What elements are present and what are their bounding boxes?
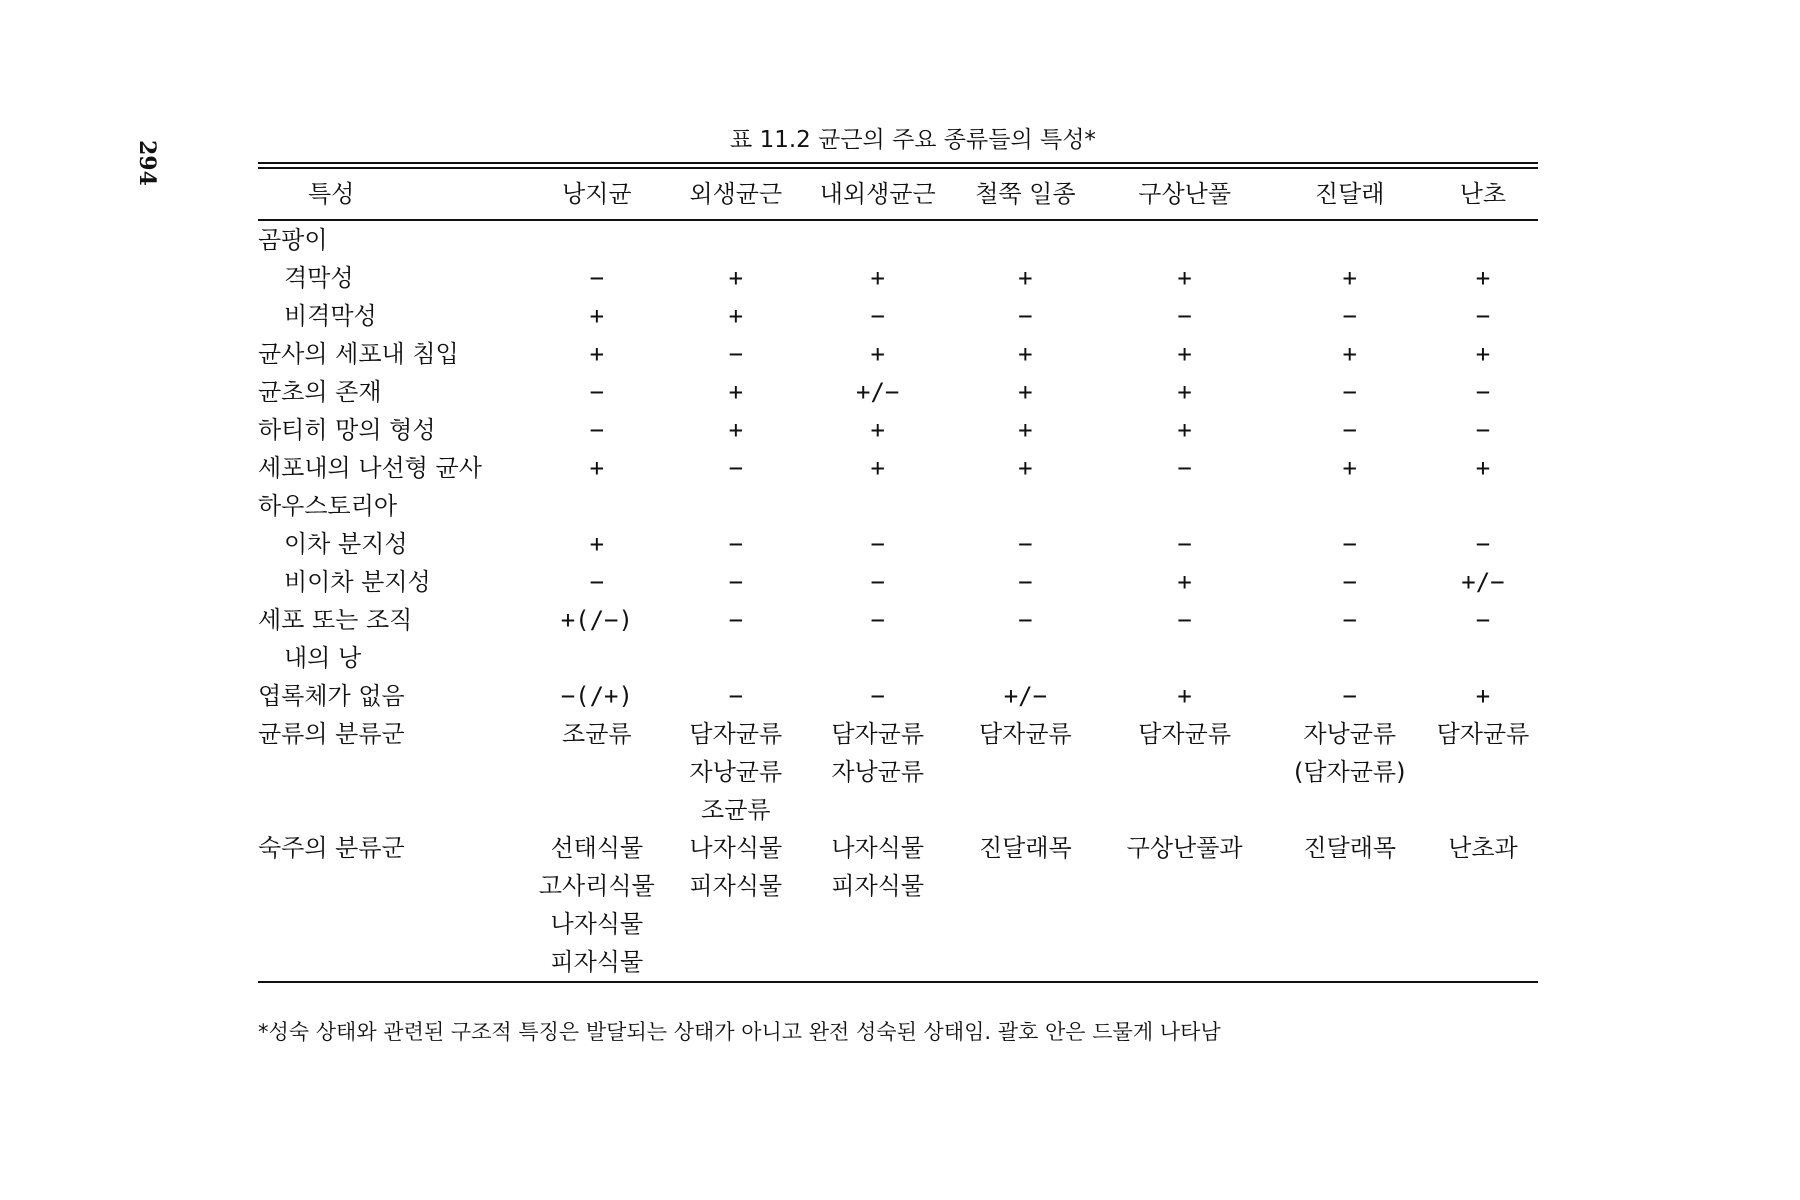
table-cell <box>524 639 669 677</box>
table-cell <box>524 220 669 259</box>
table-cell: + <box>870 264 885 292</box>
table-cell <box>1272 639 1428 677</box>
table-cell: + <box>1177 264 1192 292</box>
table-row <box>258 525 1538 563</box>
table-cell: − <box>728 682 744 710</box>
cell-line: 나자식물 <box>689 834 783 862</box>
table-cell <box>1428 829 1538 981</box>
cell-line: 자낭균류 <box>831 758 925 786</box>
table-cell: − <box>728 454 744 482</box>
table-cell: − <box>589 378 605 406</box>
cell-line: 난초과 <box>1448 834 1518 862</box>
table-cell: + <box>1177 568 1192 596</box>
table-row <box>258 449 1538 487</box>
table-cell: + <box>1475 340 1491 368</box>
table-cell: − <box>1342 568 1357 596</box>
table-cell: − <box>1475 416 1491 444</box>
row-label: 하우스토리아 <box>258 492 398 520</box>
mycorrhiza-table <box>258 169 1538 981</box>
table-cell: − <box>1177 530 1192 558</box>
row-label: 숙주의 분류군 <box>258 834 405 862</box>
table-cell: + <box>870 340 885 368</box>
table-cell: + <box>1342 454 1357 482</box>
row-label: 내의 낭 <box>284 644 362 672</box>
table-cell <box>1272 715 1428 829</box>
cell-line: 구상난풀과 <box>1126 834 1243 862</box>
table-row <box>258 259 1538 297</box>
table-cell: − <box>1475 530 1491 558</box>
table-cell: + <box>1177 340 1192 368</box>
host-taxa-row <box>258 829 1538 981</box>
table-cell: − <box>1018 302 1033 330</box>
table-cell <box>524 715 669 829</box>
column-header: 철쭉 일종 <box>953 169 1098 220</box>
table-cell: + <box>589 454 605 482</box>
table-cell <box>953 829 1098 981</box>
table-cell: + <box>870 416 885 444</box>
table-cell: + <box>1475 454 1491 482</box>
row-label: 하티히 망의 형성 <box>258 416 436 444</box>
table-cell <box>669 220 802 259</box>
cell-line: 담자균류 <box>979 720 1072 748</box>
row-label: 비격막성 <box>284 302 377 330</box>
table-cell <box>524 487 669 525</box>
table-row <box>258 373 1538 411</box>
table-cell: + <box>870 454 885 482</box>
row-label: 균류의 분류군 <box>258 720 405 748</box>
table-row <box>258 411 1538 449</box>
table-title: 표 11.2 균근의 주요 종류들의 특성* <box>730 127 1096 153</box>
table-cell <box>524 829 669 981</box>
table-container <box>258 118 1538 983</box>
column-header: 내외생균근 <box>802 169 953 220</box>
table-body <box>258 220 1538 981</box>
cell-line: 나자식물 <box>831 834 925 862</box>
row-label: 이차 분지성 <box>284 530 408 558</box>
table-cell: − <box>870 568 885 596</box>
table-cell: − <box>1342 682 1357 710</box>
table-cell <box>1098 487 1272 525</box>
table-cell: −(/+) <box>560 682 633 710</box>
table-cell <box>1098 220 1272 259</box>
table-cell: − <box>1177 302 1192 330</box>
cell-line: 고사리식물 <box>538 872 655 900</box>
table-cell: + <box>728 416 744 444</box>
table-cell <box>953 220 1098 259</box>
table-cell: − <box>1475 378 1491 406</box>
cell-line: 자낭균류 <box>689 758 783 786</box>
row-label: 세포내의 나선형 균사 <box>258 454 482 482</box>
table-row <box>258 639 1538 677</box>
row-label: 균초의 존재 <box>258 378 382 406</box>
table-cell: + <box>1018 340 1033 368</box>
table-cell: − <box>1177 606 1192 634</box>
page-number: 294 <box>134 140 160 186</box>
cell-line: 피자식물 <box>831 872 925 900</box>
table-cell: + <box>1475 264 1491 292</box>
table-cell: − <box>589 416 605 444</box>
table-cell: − <box>1475 606 1491 634</box>
table-cell: + <box>1018 378 1033 406</box>
table-cell: + <box>1018 416 1033 444</box>
table-cell: − <box>1342 416 1357 444</box>
table-cell: +/− <box>1003 682 1048 710</box>
table-header-row <box>258 169 1538 220</box>
table-cell: + <box>1018 264 1033 292</box>
table-cell: + <box>728 264 744 292</box>
column-header: 진달래 <box>1272 169 1428 220</box>
table-cell <box>1428 220 1538 259</box>
table-cell: +(/−) <box>560 606 633 634</box>
column-header: 외생균근 <box>669 169 802 220</box>
cell-line: 피자식물 <box>550 948 644 976</box>
cell-line: 담자균류 <box>831 720 925 748</box>
table-cell: − <box>1342 606 1357 634</box>
table-cell: − <box>728 530 744 558</box>
table-cell: − <box>728 340 744 368</box>
table-cell <box>1428 715 1538 829</box>
fungal-taxa-row <box>258 715 1538 829</box>
table-cell: + <box>589 340 605 368</box>
cell-line: 담자균류 <box>1138 720 1232 748</box>
table-cell <box>802 639 953 677</box>
table-cell: − <box>1018 606 1033 634</box>
table-cell: + <box>1342 264 1357 292</box>
bottom-rule <box>258 981 1538 983</box>
cell-line: 담자균류 <box>689 720 783 748</box>
table-row <box>258 487 1538 525</box>
table-cell: − <box>1342 302 1357 330</box>
table-cell: + <box>1177 416 1192 444</box>
table-cell: + <box>1342 340 1357 368</box>
table-cell: − <box>870 682 885 710</box>
table-cell: + <box>728 378 744 406</box>
table-row <box>258 563 1538 601</box>
table-cell <box>1272 487 1428 525</box>
table-row <box>258 601 1538 639</box>
row-label: 곰팡이 <box>258 226 328 254</box>
table-cell <box>953 487 1098 525</box>
table-cell: + <box>1475 682 1491 710</box>
table-cell: + <box>1177 378 1192 406</box>
row-label: 세포 또는 조직 <box>258 606 413 634</box>
table-cell <box>802 220 953 259</box>
table-row <box>258 677 1538 715</box>
row-label: 비이차 분지성 <box>284 568 431 596</box>
table-cell: − <box>870 302 885 330</box>
table-cell: − <box>1018 568 1033 596</box>
table-cell: + <box>589 302 605 330</box>
table-cell: − <box>1018 530 1033 558</box>
table-cell: +/− <box>856 378 900 406</box>
top-double-rule <box>258 162 1538 169</box>
table-cell: − <box>1475 302 1491 330</box>
row-label: 격막성 <box>284 264 354 292</box>
table-cell <box>953 715 1098 829</box>
table-row <box>258 220 1538 259</box>
table-cell: − <box>870 530 885 558</box>
row-label: 엽록체가 없음 <box>258 682 405 710</box>
table-cell <box>1098 715 1272 829</box>
table-cell: +/− <box>1461 568 1505 596</box>
table-cell <box>669 487 802 525</box>
cell-line: (담자균류) <box>1293 758 1406 786</box>
table-cell <box>669 829 802 981</box>
cell-line: 선태식물 <box>550 834 644 862</box>
cell-line: 조균류 <box>562 720 632 748</box>
column-header: 구상난풀 <box>1098 169 1272 220</box>
table-cell <box>1272 829 1428 981</box>
row-label: 균사의 세포내 침입 <box>258 340 459 368</box>
table-cell <box>802 487 953 525</box>
table-cell <box>1428 639 1538 677</box>
table-cell <box>1098 829 1272 981</box>
table-cell: + <box>589 530 605 558</box>
table-cell <box>1098 639 1272 677</box>
column-header: 낭지균 <box>524 169 669 220</box>
table-cell <box>669 639 802 677</box>
cell-line: 진달래목 <box>1303 834 1397 862</box>
table-cell: − <box>589 568 605 596</box>
column-header: 난초 <box>1428 169 1538 220</box>
cell-line: 담자균류 <box>1436 720 1530 748</box>
table-cell: − <box>728 568 744 596</box>
table-cell <box>669 715 802 829</box>
table-row <box>258 335 1538 373</box>
table-cell: − <box>1177 454 1192 482</box>
table-cell: − <box>870 606 885 634</box>
cell-line: 진달래목 <box>979 834 1072 862</box>
table-cell: + <box>728 302 744 330</box>
table-cell: − <box>728 606 744 634</box>
cell-line: 피자식물 <box>689 872 783 900</box>
column-header: 특성 <box>258 169 524 220</box>
table-cell: + <box>1018 454 1033 482</box>
table-cell: − <box>1342 378 1357 406</box>
table-cell <box>953 639 1098 677</box>
table-cell: − <box>1342 530 1357 558</box>
table-cell <box>1272 220 1428 259</box>
table-cell <box>1428 487 1538 525</box>
table-cell <box>802 829 953 981</box>
cell-line: 조균류 <box>701 796 771 824</box>
table-cell: + <box>1177 682 1192 710</box>
table-cell: − <box>589 264 605 292</box>
table-row <box>258 297 1538 335</box>
footnote: *성숙 상태와 관련된 구조적 특징은 발달되는 상태가 아니고 완전 성숙된 상태임. 괄호 안은 드물게 나타남 <box>258 1020 1221 1044</box>
cell-line: 나자식물 <box>550 910 644 938</box>
table-cell <box>802 715 953 829</box>
cell-line: 자낭균류 <box>1303 720 1397 748</box>
